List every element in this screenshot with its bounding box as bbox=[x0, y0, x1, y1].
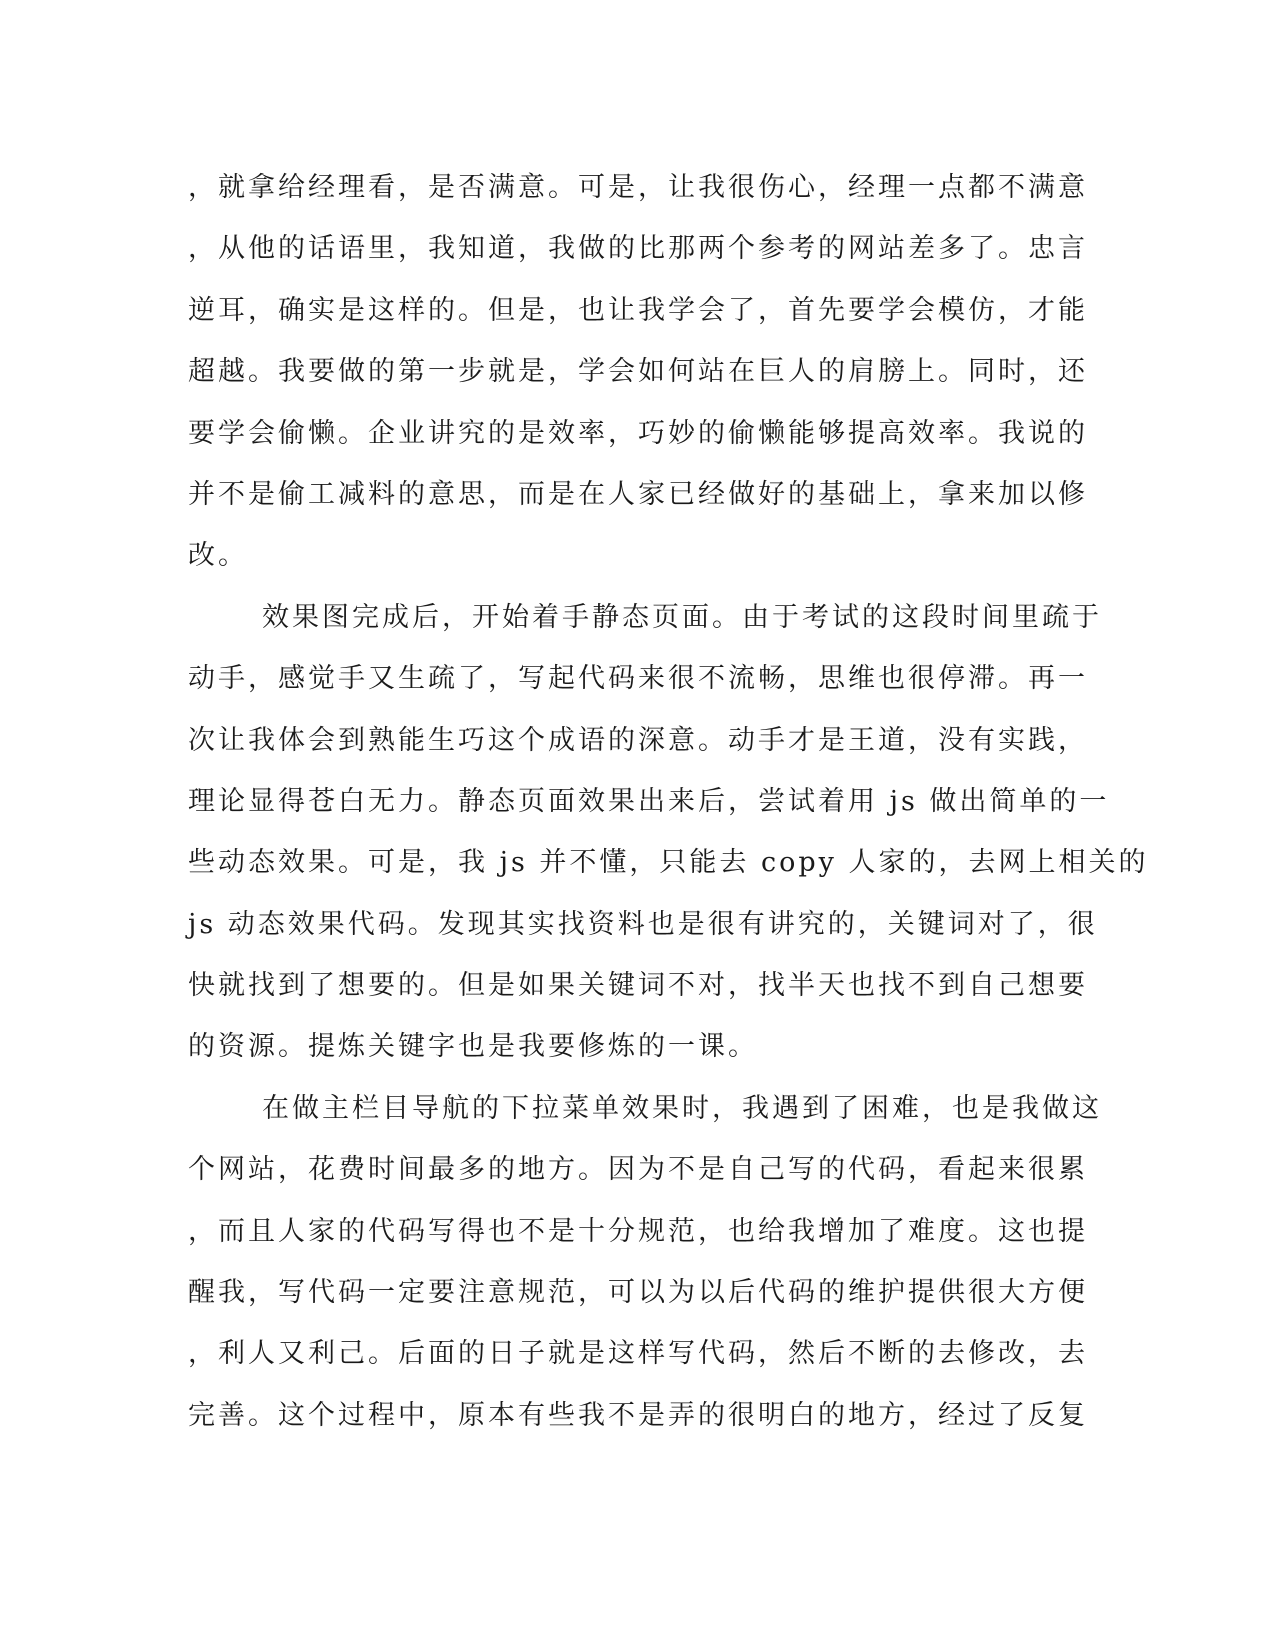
text-line: 些动态效果。可是，我 js 并不懂，只能去 copy 人家的，去网上相关的 bbox=[188, 847, 1149, 879]
text-line: ，而且人家的代码写得也不是十分规范，也给我增加了难度。这也提 bbox=[188, 1215, 1088, 1247]
body-text bbox=[188, 157, 1149, 1446]
text-line: 个网站，花费时间最多的地方。因为不是自己写的代码，看起来很累 bbox=[188, 1154, 1088, 1186]
text-line: 要学会偷懒。企业讲究的是效率，巧妙的偷懒能够提高效率。我说的 bbox=[188, 417, 1088, 449]
paragraph-first-line: 效果图完成后，开始着手静态页面。由于考试的这段时间里疏于 bbox=[262, 601, 1102, 633]
text-line: 完善。这个过程中，原本有些我不是弄的很明白的地方，经过了反复 bbox=[188, 1399, 1088, 1431]
text-line: 超越。我要做的第一步就是，学会如何站在巨人的肩膀上。同时，还 bbox=[188, 356, 1088, 388]
paragraph-first-line: 在做主栏目导航的下拉菜单效果时，我遇到了困难，也是我做这 bbox=[262, 1092, 1102, 1124]
text-line: 动手，感觉手又生疏了，写起代码来很不流畅，思维也很停滞。再一 bbox=[188, 663, 1088, 695]
text-line: js 动态效果代码。发现其实找资料也是很有讲究的，关键词对了，很 bbox=[188, 908, 1098, 940]
text-line: 快就找到了想要的。但是如果关键词不对，找半天也找不到自己想要 bbox=[188, 970, 1088, 1002]
text-line: ，就拿给经理看，是否满意。可是，让我很伤心，经理一点都不满意 bbox=[188, 172, 1088, 203]
text-line: 醒我，写代码一定要注意规范，可以为以后代码的维护提供很大方便 bbox=[188, 1277, 1088, 1309]
text-line: ，利人又利己。后面的日子就是这样写代码，然后不断的去修改，去 bbox=[188, 1338, 1088, 1370]
text-line: ，从他的话语里，我知道，我做的比那两个参考的网站差多了。忠言 bbox=[188, 233, 1088, 265]
text-line: 并不是偷工减料的意思，而是在人家已经做好的基础上，拿来加以修 bbox=[188, 478, 1088, 510]
text-line: 改。 bbox=[188, 540, 248, 572]
text-line: 理论显得苍白无力。静态页面效果出来后，尝试着用 js 做出简单的一 bbox=[188, 785, 1110, 817]
text-line: 的资源。提炼关键字也是我要修炼的一课。 bbox=[188, 1031, 758, 1063]
text-line: 逆耳，确实是这样的。但是，也让我学会了，首先要学会模仿，才能 bbox=[188, 294, 1088, 326]
text-line: 次让我体会到熟能生巧这个成语的深意。动手才是王道，没有实践， bbox=[188, 724, 1088, 756]
